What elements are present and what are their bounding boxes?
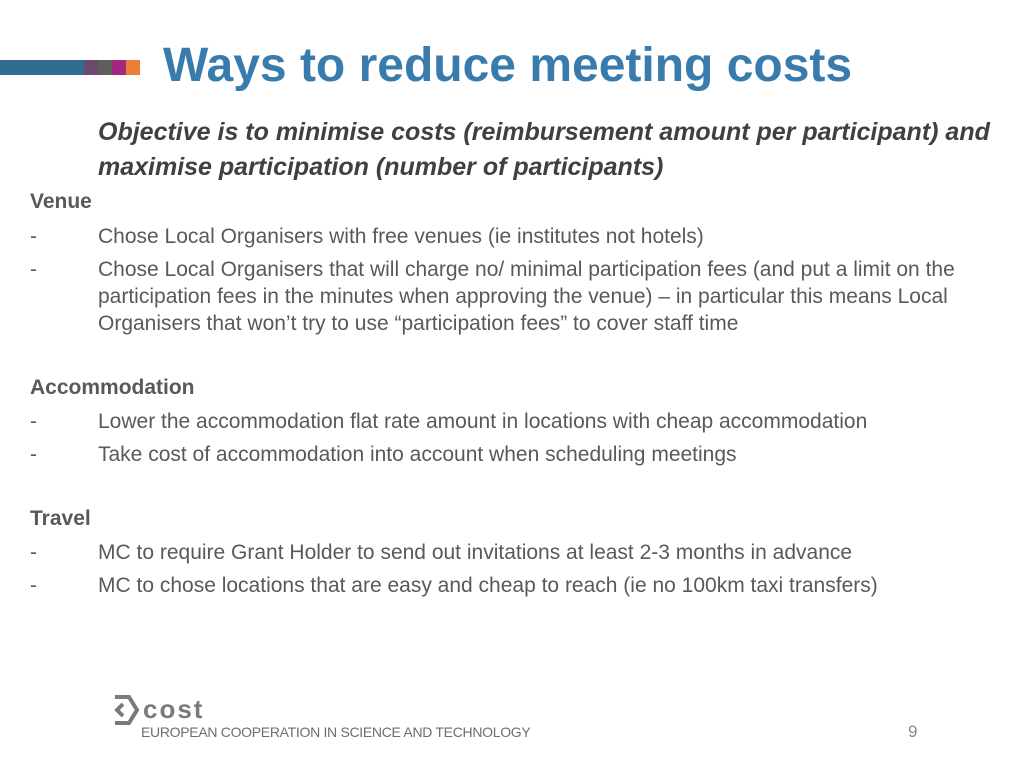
list-item-text: Lower the accommodation flat rate amount in locations with cheap accommodation — [98, 410, 868, 433]
bullet-dash: - — [30, 258, 37, 281]
accent-segment-purple — [84, 60, 98, 75]
organization-name: EUROPEAN COOPERATION IN SCIENCE AND TECHNOLOGY — [141, 724, 531, 740]
list-item — [30, 256, 1005, 337]
section-heading-accommodation: Accommodation — [30, 376, 195, 399]
list-item — [30, 539, 1005, 566]
list-item — [30, 572, 1005, 599]
list-item — [30, 441, 1005, 468]
accent-segment-orange — [126, 60, 140, 75]
accent-bar — [0, 60, 140, 75]
bullet-dash: - — [30, 443, 37, 466]
accent-segment-blue — [0, 60, 84, 75]
section-heading-travel: Travel — [30, 507, 91, 530]
list-item-text: Chose Local Organisers with free venues (ie institutes not hotels) — [98, 225, 704, 248]
list-item — [30, 223, 1005, 250]
list-item-text: Take cost of accommodation into account when scheduling meetings — [98, 443, 737, 466]
cost-logo-icon — [105, 695, 139, 725]
objective-statement: Objective is to minimise costs (reimbursement amount per participant) and maximise participation (number of participants) — [98, 118, 990, 181]
list-item — [30, 408, 1005, 435]
section-heading-venue: Venue — [30, 190, 92, 213]
bullet-dash: - — [30, 574, 37, 597]
accent-segment-magenta — [112, 60, 126, 75]
slide-title: Ways to reduce meeting costs — [163, 39, 853, 92]
bullet-dash: - — [30, 225, 37, 248]
bullet-dash: - — [30, 410, 37, 433]
page-number: 9 — [908, 722, 918, 741]
list-item-text: MC to require Grant Holder to send out invitations at least 2-3 months in advance — [98, 541, 853, 564]
bullet-dash: - — [30, 541, 37, 564]
list-item-text: MC to chose locations that are easy and cheap to reach (ie no 100km taxi transfers) — [98, 574, 878, 597]
list-item-text: Chose Local Organisers that will charge no/ minimal participation fees (and put a limit on the participation fees in the minutes when approving the venue) – in particular this means Local Organisers that won’t try to use “participation fees” to cover staff time — [98, 258, 955, 335]
cost-logo-wordmark: cost — [143, 694, 205, 724]
accent-segment-grey — [98, 60, 112, 75]
